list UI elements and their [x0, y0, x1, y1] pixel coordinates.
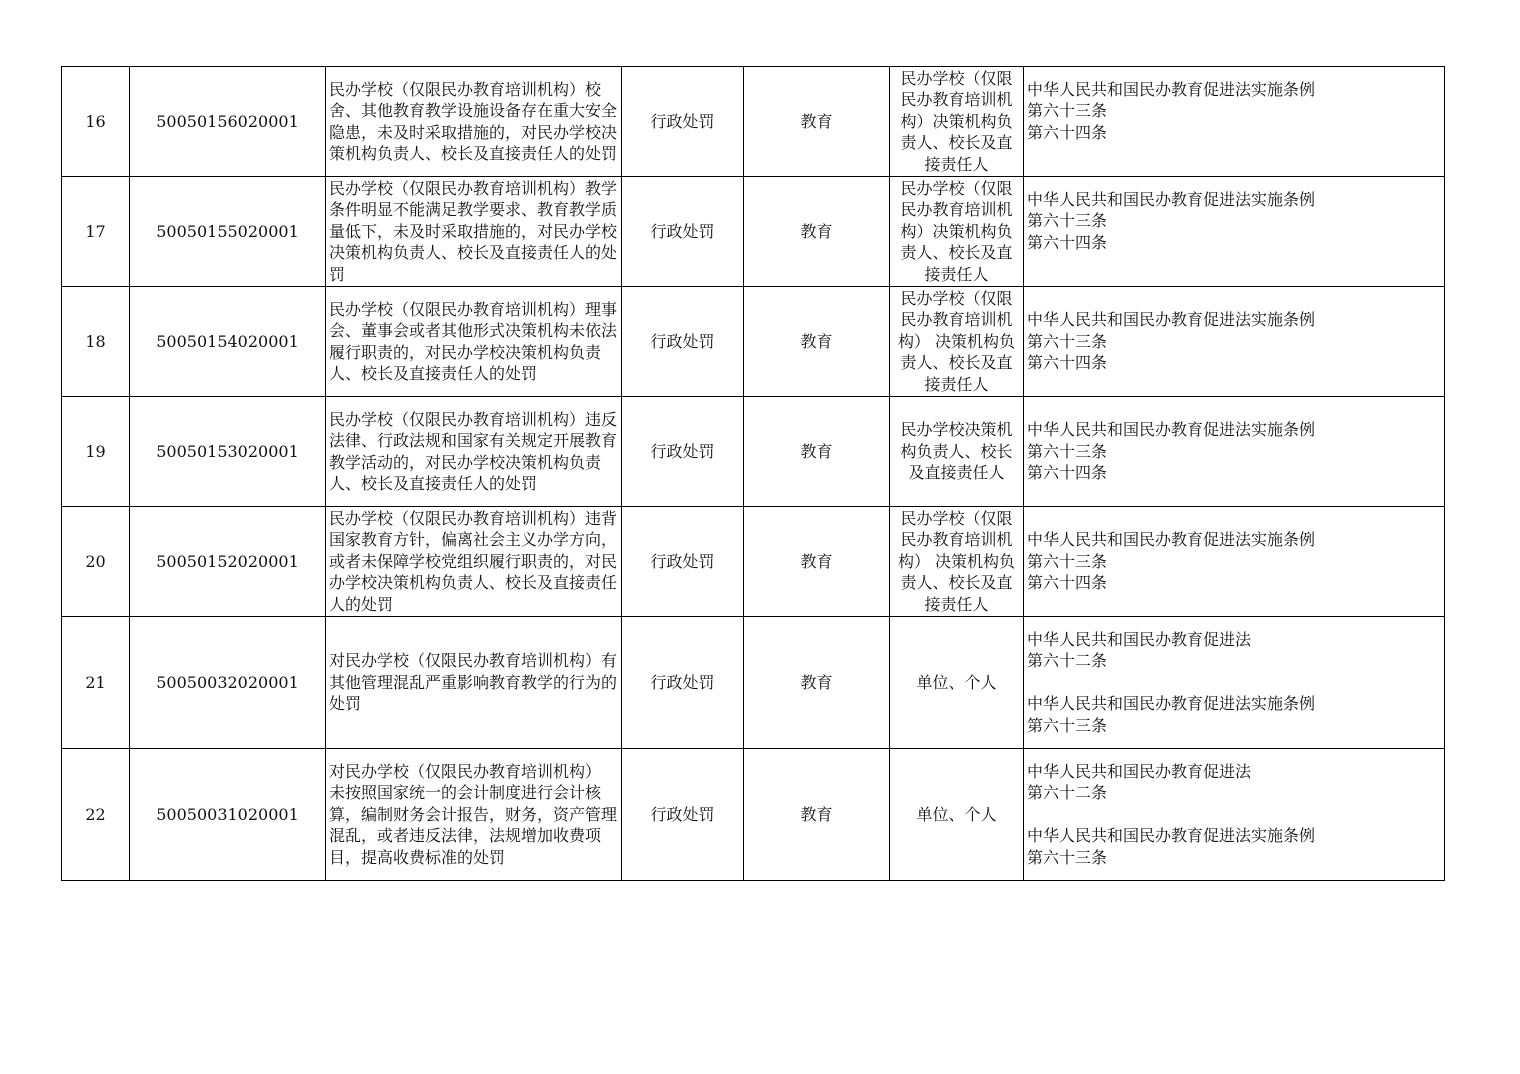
legal-basis-line: 中华人民共和国民办教育促进法实施条例 [1027, 310, 1316, 330]
item-code: 50050155020001 [130, 177, 326, 287]
item-subject: 民办学校（仅限民办教育培训机构） 决策机构负责人、校长及直接责任人 [890, 507, 1024, 617]
item-type: 行政处罚 [622, 67, 744, 177]
legal-basis-spacer [1027, 253, 1441, 275]
legal-basis [1024, 67, 1445, 177]
item-name: 民办学校（仅限民办教育培训机构）教学条件明显不能满足教学要求、教育教学质量低下，未及时采取措施的，对民办学校决策机构负责人、校长及直接责任人的处罚 [326, 177, 622, 287]
item-name: 民办学校（仅限民办教育培训机构）违背国家教育方针，偏离社会主义办学方向，或者未保障学校党组织履行职责的，对民办学校决策机构负责人、校长及直接责任人的处罚 [326, 507, 622, 617]
legal-basis-line: 中华人民共和国民办教育促进法实施条例 [1027, 420, 1316, 440]
legal-basis [1024, 749, 1445, 881]
legal-basis-line: 第六十三条 [1027, 101, 1108, 120]
item-subject: 民办学校（仅限民办教育培训机构）决策机构负责人、校长及直接责任人 [890, 67, 1024, 177]
item-code: 50050152020001 [130, 507, 326, 617]
row-number: 21 [62, 617, 130, 749]
item-name: 民办学校（仅限民办教育培训机构）理事会、董事会或者其他形式决策机构未依法履行职责的，对民办学校决策机构负责人、校长及直接责任人的处罚 [326, 287, 622, 397]
item-department: 教育 [744, 507, 890, 617]
item-department: 教育 [744, 177, 890, 287]
item-code: 50050156020001 [130, 67, 326, 177]
legal-basis [1024, 507, 1445, 617]
item-name: 对民办学校（仅限民办教育培训机构） 未按照国家统一的会计制度进行会计核算，编制财务会计报告，财务，资产管理混乱，或者违反法律，法规增加收费项目，提高收费标准的处罚 [326, 749, 622, 881]
table-row [62, 177, 1445, 287]
table-row [62, 617, 1445, 749]
item-type: 行政处罚 [622, 287, 744, 397]
legal-basis-line: 第六十四条 [1027, 573, 1108, 593]
table-row [62, 507, 1445, 617]
row-number: 22 [62, 749, 130, 881]
item-name: 民办学校（仅限民办教育培训机构）违反法律、行政法规和国家有关规定开展教育教学活动的，对民办学校决策机构负责人、校长及直接责任人的处罚 [326, 397, 622, 507]
item-subject: 单位、个人 [890, 749, 1024, 881]
legal-basis-line: 第六十四条 [1027, 232, 1108, 252]
item-subject: 单位、个人 [890, 617, 1024, 749]
legal-basis-line: 第六十三条 [1027, 847, 1108, 867]
item-code: 50050031020001 [130, 749, 326, 881]
legal-basis-line: 第六十三条 [1027, 211, 1108, 230]
legal-basis [1024, 287, 1445, 397]
item-subject: 民办学校（仅限民办教育培训机构）决策机构负责人、校长及直接责任人 [890, 177, 1024, 287]
item-department: 教育 [744, 287, 890, 397]
legal-basis-line [1027, 672, 1441, 694]
legal-basis [1024, 397, 1445, 507]
legal-basis-line: 中华人民共和国民办教育促进法实施条例 [1027, 694, 1316, 714]
row-number: 18 [62, 287, 130, 397]
item-department: 教育 [744, 617, 890, 749]
item-name: 民办学校（仅限民办教育培训机构）校舍、其他教育教学设施设备存在重大安全隐患，未及时采取措施的，对民办学校决策机构负责人、校长及直接责任人的处罚 [326, 67, 622, 177]
legal-basis-line: 中华人民共和国民办教育促进法实施条例 [1027, 826, 1316, 846]
legal-basis-line: 第六十三条 [1027, 331, 1108, 351]
legal-basis-line: 第六十四条 [1027, 122, 1108, 142]
item-type: 行政处罚 [622, 397, 744, 507]
row-number: 17 [62, 177, 130, 287]
legal-basis-line: 中华人民共和国民办教育促进法 [1027, 629, 1252, 649]
row-number: 19 [62, 397, 130, 507]
legal-basis-line: 中华人民共和国民办教育促进法实施条例 [1027, 530, 1316, 550]
legal-basis-line: 中华人民共和国民办教育促进法实施条例 [1027, 189, 1316, 209]
item-code: 50050154020001 [130, 287, 326, 397]
legal-basis-line: 第六十二条 [1027, 783, 1108, 803]
penalty-table [61, 66, 1445, 881]
legal-basis-line: 第六十三条 [1027, 551, 1108, 571]
item-subject: 民办学校（仅限民办教育培训机构） 决策机构负责人、校长及直接责任人 [890, 287, 1024, 397]
table-row [62, 397, 1445, 507]
item-department: 教育 [744, 749, 890, 881]
legal-basis-line: 第六十三条 [1027, 441, 1108, 461]
item-type: 行政处罚 [622, 617, 744, 749]
legal-basis-line: 中华人民共和国民办教育促进法 [1027, 761, 1252, 781]
legal-basis-spacer [1027, 143, 1441, 165]
table-body [62, 67, 1445, 881]
legal-basis-line: 第六十四条 [1027, 463, 1108, 483]
row-number: 16 [62, 67, 130, 177]
table-row [62, 67, 1445, 177]
legal-basis-line [1027, 804, 1441, 826]
legal-basis [1024, 177, 1445, 287]
item-type: 行政处罚 [622, 177, 744, 287]
legal-basis-line: 第六十三条 [1027, 715, 1108, 735]
row-number: 20 [62, 507, 130, 617]
legal-basis-line: 第六十四条 [1027, 353, 1108, 373]
legal-basis [1024, 617, 1445, 749]
table-row [62, 749, 1445, 881]
legal-basis-line: 第六十二条 [1027, 651, 1108, 671]
table-row [62, 287, 1445, 397]
item-department: 教育 [744, 397, 890, 507]
item-type: 行政处罚 [622, 749, 744, 881]
item-subject: 民办学校决策机构负责人、校长及直接责任人 [890, 397, 1024, 507]
legal-basis-line: 中华人民共和国民办教育促进法实施条例 [1027, 79, 1316, 99]
item-code: 50050032020001 [130, 617, 326, 749]
item-name: 对民办学校（仅限民办教育培训机构）有其他管理混乱严重影响教育教学的行为的处罚 [326, 617, 622, 749]
item-type: 行政处罚 [622, 507, 744, 617]
item-code: 50050153020001 [130, 397, 326, 507]
item-department: 教育 [744, 67, 890, 177]
